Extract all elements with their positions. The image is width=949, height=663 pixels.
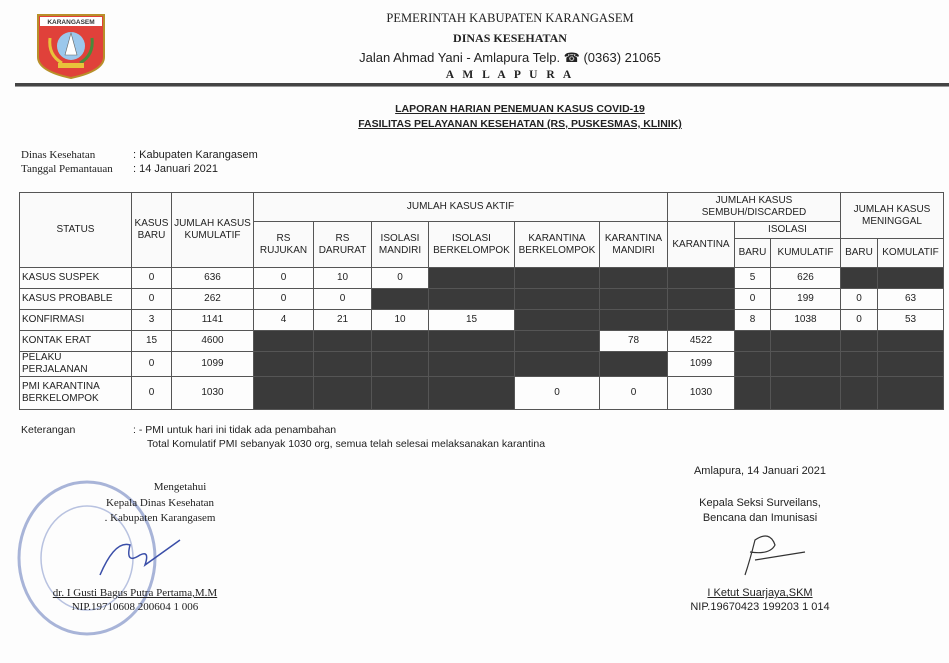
empty-cell: [429, 377, 515, 410]
sig-right-l1: Kepala Seksi Surveilans,: [699, 497, 821, 509]
table-cell: 1030: [172, 377, 254, 410]
empty-cell: [600, 352, 668, 377]
report-title: LAPORAN HARIAN PENEMUAN KASUS COVID-19: [395, 103, 645, 115]
row-status: KASUS SUSPEK: [20, 268, 132, 289]
table-cell: 0: [132, 289, 172, 310]
city: A M L A P U R A: [445, 69, 575, 81]
row-status: KONTAK ERAT: [20, 331, 132, 352]
table-cell: 1030: [668, 377, 735, 410]
gov-name: PEMERINTAH KABUPATEN KARANGASEM: [386, 11, 634, 25]
empty-cell: [735, 377, 771, 410]
header-status: STATUS: [20, 193, 132, 268]
header-kasus-baru: KASUS BARU: [132, 193, 172, 268]
karangasem-logo: [36, 13, 106, 79]
table-cell: 5: [735, 268, 771, 289]
letterhead-divider: [15, 83, 949, 87]
table-cell: 1099: [668, 352, 735, 377]
header-isolasi-mandiri: ISOLASI MANDIRI: [372, 222, 429, 268]
table-cell: 0: [254, 289, 314, 310]
table-row: [20, 268, 944, 289]
empty-cell: [515, 352, 600, 377]
empty-cell: [600, 289, 668, 310]
notes-line: : - PMI untuk hari ini tidak ada penambahan: [133, 424, 337, 436]
table-row: [20, 289, 944, 310]
empty-cell: [735, 331, 771, 352]
table-cell: 53: [878, 310, 944, 331]
table-cell: 78: [600, 331, 668, 352]
signature-right: [725, 530, 815, 580]
table-cell: 0: [132, 352, 172, 377]
row-status: PMI KARANTINA BERKELOMPOK: [20, 377, 132, 410]
empty-cell: [600, 268, 668, 289]
empty-cell: [429, 268, 515, 289]
table-cell: 4522: [668, 331, 735, 352]
header-meninggal-baru: BARU: [841, 239, 878, 268]
table-row: [20, 331, 944, 352]
meta-value: : Kabupaten Karangasem: [133, 149, 258, 161]
table-cell: 0: [841, 310, 878, 331]
agency-name: DINAS KESEHATAN: [453, 31, 567, 45]
empty-cell: [429, 289, 515, 310]
empty-cell: [600, 310, 668, 331]
notes-label: Keterangan: [21, 424, 76, 436]
sig-left-l3: . Kabupaten Karangasem: [104, 512, 216, 524]
table-row: [20, 352, 944, 377]
sig-right-nip: NIP.19670423 199203 1 014: [690, 601, 830, 613]
empty-cell: [372, 289, 429, 310]
empty-cell: [735, 352, 771, 377]
table-row: [20, 377, 944, 410]
empty-cell: [314, 377, 372, 410]
table-cell: 1099: [172, 352, 254, 377]
empty-cell: [841, 352, 878, 377]
empty-cell: [771, 352, 841, 377]
table-cell: 0: [841, 289, 878, 310]
table-cell: 10: [372, 310, 429, 331]
sig-right-l2: Bencana dan Imunisasi: [702, 512, 818, 524]
row-status: PELAKU PERJALANAN: [20, 352, 132, 377]
empty-cell: [878, 268, 944, 289]
empty-cell: [668, 289, 735, 310]
header-rs-rujukan: RS RUJUKAN: [254, 222, 314, 268]
meta-label: Dinas Kesehatan: [21, 149, 96, 161]
empty-cell: [254, 352, 314, 377]
table-cell: 15: [132, 331, 172, 352]
notes-line: Total Komulatif PMI sebanyak 1030 org, semua telah selesai melaksanakan karantina: [147, 438, 546, 450]
empty-cell: [372, 377, 429, 410]
table-row: [20, 310, 944, 331]
signature-left: [95, 530, 185, 580]
table-cell: 0: [372, 268, 429, 289]
empty-cell: [515, 268, 600, 289]
svg-text:KARANGASEM: KARANGASEM: [47, 19, 95, 26]
empty-cell: [515, 310, 600, 331]
header-karantina-berkelompok: KARANTINA BERKELOMPOK: [515, 222, 600, 268]
empty-cell: [515, 289, 600, 310]
sig-left-name: dr. I Gusti Bagus Putra Pertama,M.M: [52, 587, 218, 599]
table-cell: 63: [878, 289, 944, 310]
header-rs-darurat: RS DARURAT: [314, 222, 372, 268]
header-isolasi-berkelompok: ISOLASI BERKELOMPOK: [429, 222, 515, 268]
covid-report-table: [19, 192, 944, 410]
table-cell: 626: [771, 268, 841, 289]
table-cell: 10: [314, 268, 372, 289]
empty-cell: [771, 331, 841, 352]
sig-right-date: Amlapura, 14 Januari 2021: [693, 465, 827, 477]
table-cell: 8: [735, 310, 771, 331]
empty-cell: [771, 377, 841, 410]
table-cell: 0: [600, 377, 668, 410]
empty-cell: [841, 377, 878, 410]
table-cell: 199: [771, 289, 841, 310]
empty-cell: [429, 352, 515, 377]
table-cell: 262: [172, 289, 254, 310]
table-cell: 0: [132, 377, 172, 410]
empty-cell: [314, 352, 372, 377]
sig-left-nip: NIP.19710608 200604 1 006: [71, 601, 199, 613]
empty-cell: [429, 331, 515, 352]
empty-cell: [372, 331, 429, 352]
empty-cell: [841, 331, 878, 352]
report-subtitle: FASILITAS PELAYANAN KESEHATAN (RS, PUSKESMAS, KLINIK): [358, 118, 682, 130]
table-cell: 0: [314, 289, 372, 310]
table-cell: 3: [132, 310, 172, 331]
table-cell: 1038: [771, 310, 841, 331]
empty-cell: [668, 310, 735, 331]
header-isolasi-baru: BARU: [735, 239, 771, 268]
header-aktif: JUMLAH KASUS AKTIF: [254, 193, 668, 222]
table-cell: 0: [254, 268, 314, 289]
table-cell: 0: [515, 377, 600, 410]
empty-cell: [372, 352, 429, 377]
sig-left-l1: Mengetahui: [153, 481, 207, 493]
header-karantina: KARANTINA: [668, 222, 735, 268]
sig-left-l2: Kepala Dinas Kesehatan: [105, 497, 215, 509]
empty-cell: [878, 377, 944, 410]
address: Jalan Ahmad Yani - Amlapura Telp. ☎ (0363) 21065: [359, 50, 661, 65]
table-cell: 1141: [172, 310, 254, 331]
header-isolasi-kumulatif: KUMULATIF: [771, 239, 841, 268]
empty-cell: [515, 331, 600, 352]
header-meninggal-komulatif: KOMULATIF: [878, 239, 944, 268]
empty-cell: [878, 352, 944, 377]
header-karantina-mandiri: KARANTINA MANDIRI: [600, 222, 668, 268]
table-cell: 15: [429, 310, 515, 331]
meta-value: : 14 Januari 2021: [133, 163, 219, 175]
empty-cell: [841, 268, 878, 289]
table-cell: 4: [254, 310, 314, 331]
empty-cell: [878, 331, 944, 352]
empty-cell: [254, 331, 314, 352]
header-kumulatif: JUMLAH KASUS KUMULATIF: [172, 193, 254, 268]
table-cell: 636: [172, 268, 254, 289]
table-cell: 4600: [172, 331, 254, 352]
table-cell: 0: [735, 289, 771, 310]
empty-cell: [668, 268, 735, 289]
header-sembuh: JUMLAH KASUS SEMBUH/DISCARDED: [668, 193, 841, 222]
sig-right-name: I Ketut Suarjaya,SKM: [707, 587, 813, 599]
table-cell: 21: [314, 310, 372, 331]
meta-label: Tanggal Pemantauan: [21, 163, 113, 175]
empty-cell: [314, 331, 372, 352]
row-status: KONFIRMASI: [20, 310, 132, 331]
row-status: KASUS PROBABLE: [20, 289, 132, 310]
header-isolasi: ISOLASI: [735, 222, 841, 239]
table-cell: 0: [132, 268, 172, 289]
empty-cell: [254, 377, 314, 410]
header-meninggal: JUMLAH KASUS MENINGGAL: [841, 193, 944, 239]
